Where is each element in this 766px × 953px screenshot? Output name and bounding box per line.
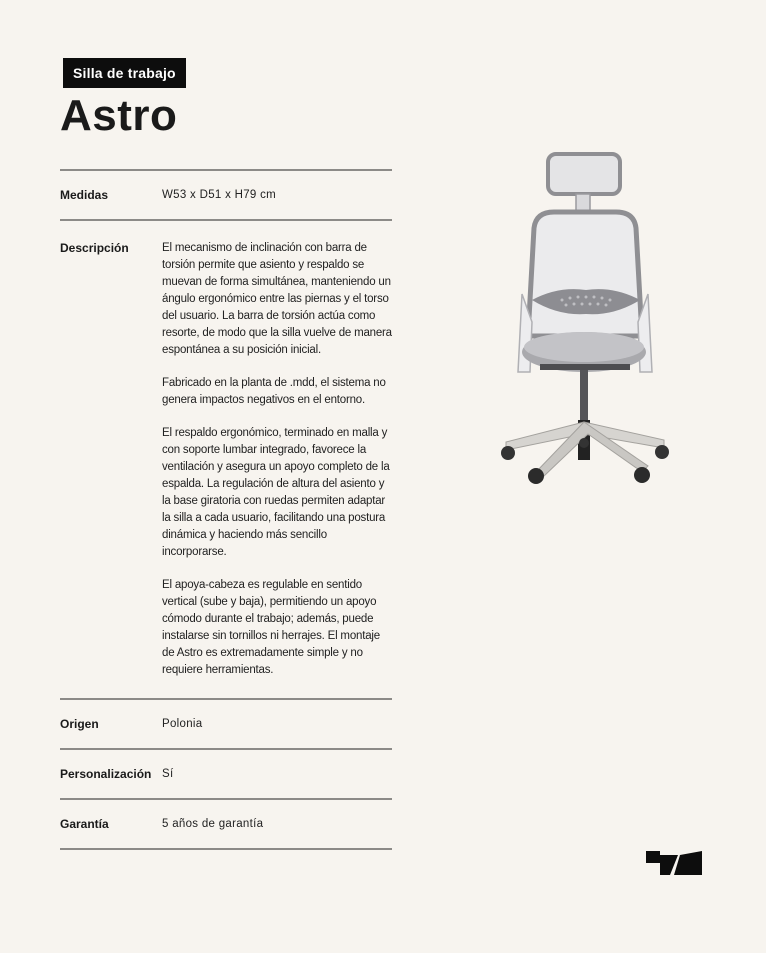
- spec-row-medidas: [60, 169, 392, 219]
- category-tag: Silla de trabajo: [63, 58, 186, 88]
- spec-row-personalizacion: [60, 748, 392, 798]
- spec-label: Origen: [60, 717, 99, 731]
- spec-table: [60, 169, 392, 850]
- description-paragraph: El apoya-cabeza es regulable en sentido vertical (sube y baja), permitiendo un apoyo cómodo durante el trabajo; además, puede instalarse sin tornillos ni herrajes. El montaje de Astro es extremadamente simple y no requiere herramientas.: [162, 579, 380, 676]
- description-paragraph: El mecanismo de inclinación con barra de torsión permite que asiento y respaldo se muevan de forma simultánea, manteniendo un ángulo ergonómico entre las piernas y el torso del usuario. La barra de torsión actúa como resorte, de modo que la silla vuelve de manera espontánea a su posición inicial.: [162, 242, 392, 356]
- spec-row-descripcion: [60, 219, 392, 698]
- spec-value: Sí: [162, 768, 174, 780]
- spec-value: 5 años de garantía: [162, 818, 264, 830]
- spec-label: Personalización: [60, 767, 152, 781]
- product-image-chair: [496, 150, 676, 490]
- spec-row-origen: [60, 698, 392, 748]
- page-title: Astro: [60, 91, 178, 140]
- description-paragraph: El respaldo ergonómico, terminado en malla y con soporte lumbar integrado, favorece la ventilación y asegura un apoyo completo de la espalda. La regulación de altura del asiento y la base giratoria con ruedas permiten adaptar la silla a cada usuario, facilitando una postura dinámica y haciendo más sencillo incorporarse.: [162, 427, 390, 558]
- spec-value: Polonia: [162, 718, 203, 730]
- spec-label: Garantía: [60, 817, 109, 831]
- spec-label: Medidas: [60, 188, 109, 202]
- description-paragraph: Fabricado en la planta de .mdd, el sistema no genera impactos negativos en el entorno.: [162, 377, 386, 406]
- spec-row-garantia: [60, 798, 392, 850]
- spec-value: W53 x D51 x H79 cm: [162, 189, 277, 201]
- brand-logo-icon: [646, 851, 702, 875]
- description-text: [162, 240, 392, 679]
- spec-label: Descripción: [60, 241, 129, 255]
